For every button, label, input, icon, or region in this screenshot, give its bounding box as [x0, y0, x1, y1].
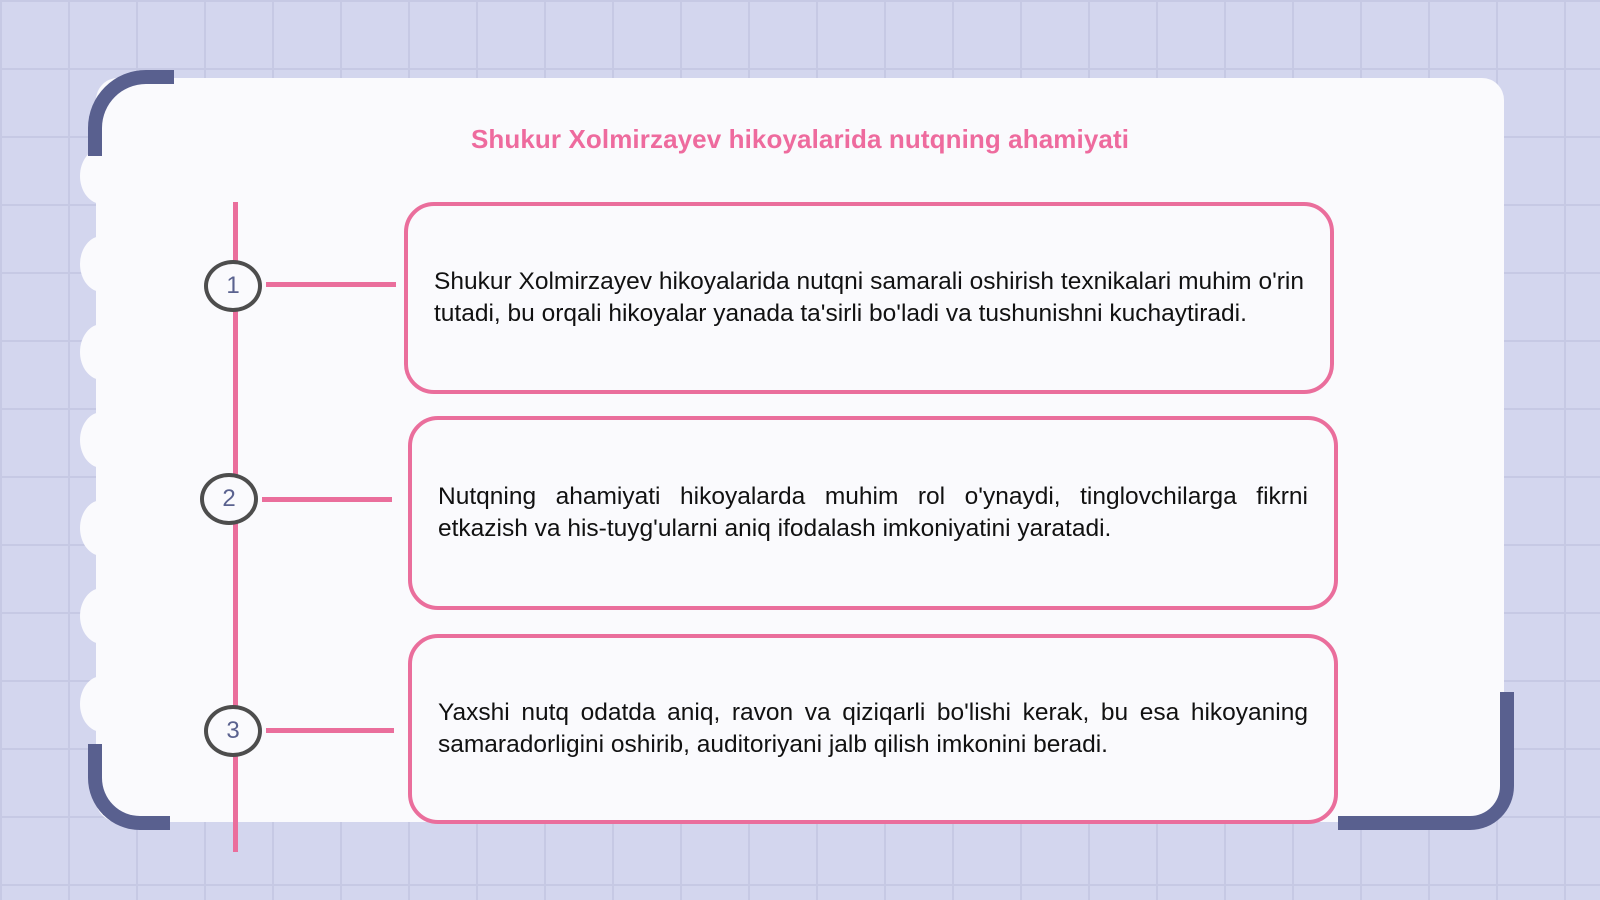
step-number-1: 1 [204, 260, 262, 312]
paper-notch [80, 412, 124, 468]
paper-notch [80, 236, 124, 292]
step-number-3: 3 [204, 705, 262, 757]
corner-bracket-bottom-left [88, 744, 170, 830]
timeline-connector [262, 497, 392, 502]
step-number-2: 2 [200, 473, 258, 525]
card-text-3: Yaxshi nutq odatda aniq, ravon va qiziqarli bo'lishi kerak, bu esa hikoyaning samaradorligini oshirib, auditoriyani jalb qilish imkonini beradi. [438, 699, 1308, 758]
paper-notch [80, 588, 124, 644]
timeline-connector [266, 728, 394, 733]
content-card-1 [404, 202, 1334, 394]
slide-title: Shukur Xolmirzayev hikoyalarida nutqning ahamiyati [470, 124, 1130, 154]
content-card-2 [408, 416, 1338, 610]
content-card-3 [408, 634, 1338, 824]
paper-notch [80, 500, 124, 556]
paper-notch [80, 676, 124, 732]
card-text-1: Shukur Xolmirzayev hikoyalarida nutqni samarali oshirish texnikalari muhim o'rin tutadi, bu orqali hikoyalar yanada ta'sirli bo'ladi va tushunishni kuchaytiradi. [434, 268, 1304, 327]
card-text-2: Nutqning ahamiyati hikoyalarda muhim rol o'ynaydi, tinglovchilarga fikrni etkazish va his-tuyg'ularni aniq ifodalash imkoniyatini yaratadi. [438, 483, 1308, 542]
corner-bracket-bottom-right [1338, 692, 1514, 830]
paper-notch [80, 148, 124, 204]
timeline-connector [266, 282, 396, 287]
paper-notch [80, 324, 124, 380]
